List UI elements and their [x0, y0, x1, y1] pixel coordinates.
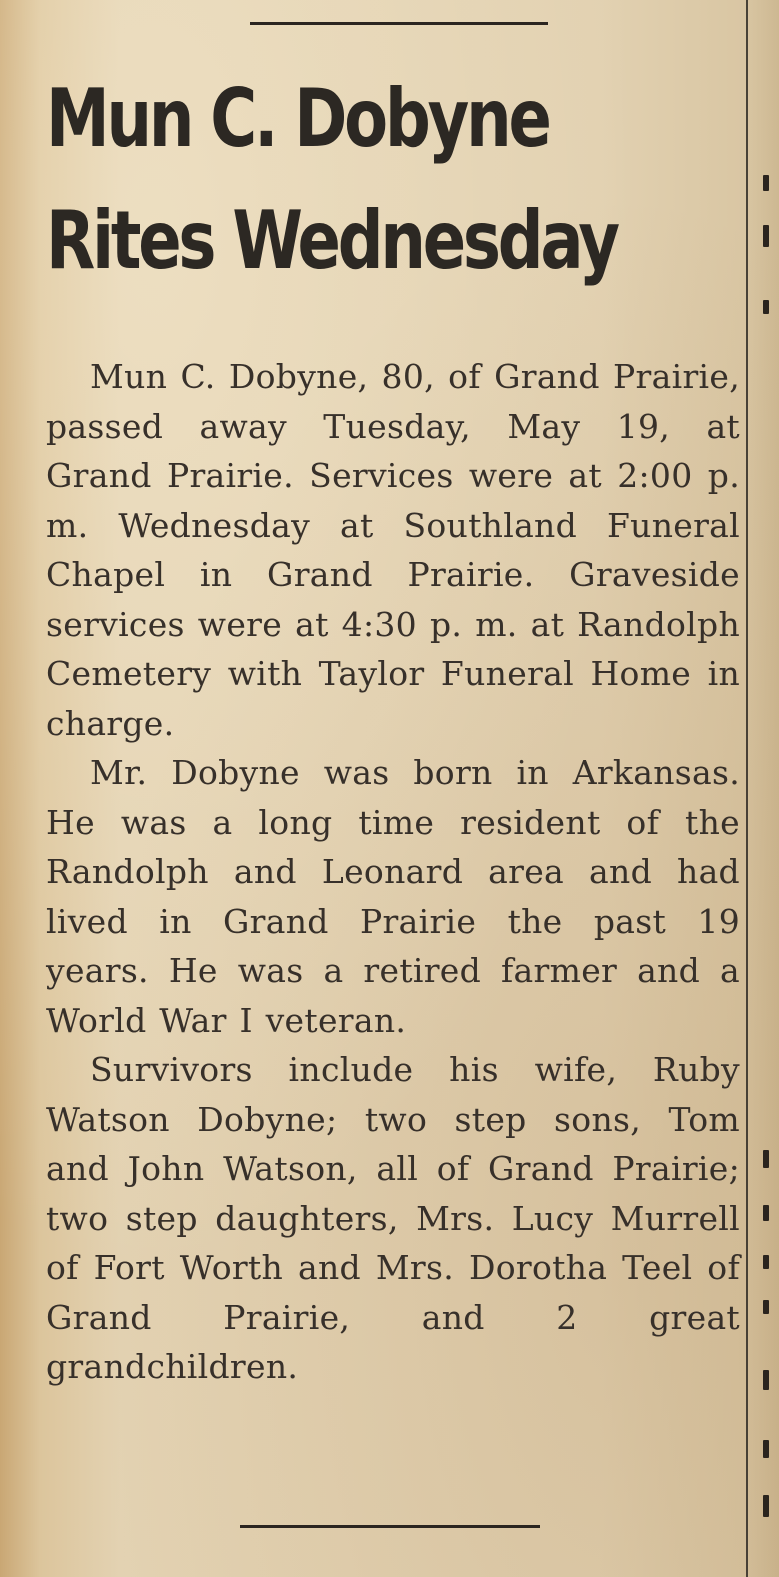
- top-rule: [250, 22, 548, 25]
- headline-line-1: Mun C. Dobyne: [46, 72, 549, 165]
- headline: [46, 58, 617, 302]
- paragraph-biography: Mr. Dobyne was born in Arkansas. He was a long time resident of the Randolph and Leonard area and had lived in Grand Prairie the past 19 years. He was a retired farmer and a World War I veteran.: [46, 753, 740, 1040]
- article-body: [46, 352, 740, 1392]
- column-divider: [746, 0, 748, 1577]
- bottom-rule: [240, 1525, 540, 1528]
- paragraph-survivors: Survivors include his wife, Ruby Watson Dobyne; two step sons, Tom and John Watson, all of Grand Prairie; two step daughters, Mrs. Lucy Murrell of Fort Worth and Mrs. Dorotha Teel of Grand Prairie, and 2 great grandchildren.: [46, 1050, 740, 1386]
- headline-line-2: Rites Wednesday: [46, 194, 617, 287]
- paragraph-announcement: Mun C. Dobyne, 80, of Grand Prairie, passed away Tuesday, May 19, at Grand Prairie. Services were at 2:00 p. m. Wednesday at Southland Funeral Chapel in Grand Prairie. Graveside services were at 4:30 p. m. at Randolph Cemetery with Taylor Funeral Home in charge.: [46, 357, 740, 743]
